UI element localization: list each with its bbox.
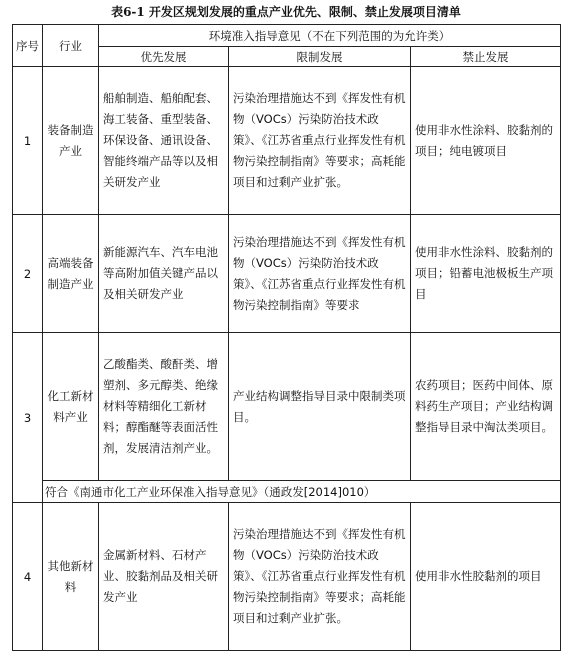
row-seq: 3 bbox=[13, 333, 43, 503]
header-restricted: 限制发展 bbox=[229, 47, 411, 67]
row-priority: 金属新材料、石材产业、胶黏剂品及相关研发产业 bbox=[99, 503, 229, 651]
row-seq: 1 bbox=[13, 67, 43, 215]
header-industry: 行业 bbox=[43, 25, 99, 67]
header-env-guide: 环境准入指导意见（不在下列范围的为允许类） bbox=[99, 25, 561, 47]
table-caption: 表6-1 开发区规划发展的重点产业优先、限制、禁止发展项目清单 bbox=[111, 5, 461, 19]
row-prohibited: 农药项目；医药中间体、原料药生产项目；产业结构调整指导目录中淘汰类项目。 bbox=[411, 333, 561, 481]
header-row-1 bbox=[13, 25, 561, 47]
table-row bbox=[13, 503, 561, 651]
header-priority: 优先发展 bbox=[99, 47, 229, 67]
row-restricted: 污染治理措施达不到《挥发性有机物（VOCs）污染防治技术政策》、《江苏省重点行业挥发性有机物污染控制指南》等要求；高耗能项目和过剩产业扩张。 bbox=[229, 503, 411, 651]
row-restricted: 产业结构调整指导目录中限制类项目。 bbox=[229, 333, 411, 481]
row-seq: 4 bbox=[13, 503, 43, 651]
header-seq: 序号 bbox=[13, 25, 43, 67]
table-note-row bbox=[13, 481, 561, 503]
row-seq: 2 bbox=[13, 215, 43, 333]
table-row bbox=[13, 67, 561, 215]
row-industry: 高端装备制造产业 bbox=[43, 215, 99, 333]
row-industry: 化工新材料产业 bbox=[43, 333, 99, 481]
row-priority: 新能源汽车、汽车电池等高附加值关键产品以及相关研发产业 bbox=[99, 215, 229, 333]
row-industry: 装备制造产业 bbox=[43, 67, 99, 215]
header-prohibited: 禁止发展 bbox=[411, 47, 561, 67]
industry-policy-table bbox=[12, 24, 561, 651]
row-prohibited: 使用非水性胶黏剂的项目 bbox=[411, 503, 561, 651]
row-note: 符合《南通市化工产业环保准入指导意见》（通政发[2014]010） bbox=[43, 481, 561, 503]
row-industry: 其他新材料 bbox=[43, 503, 99, 651]
row-prohibited: 使用非水性涂料、胶黏剂的项目；铅蓄电池极板生产项目 bbox=[411, 215, 561, 333]
table-row bbox=[13, 333, 561, 481]
row-priority: 乙酸酯类、酸酐类、增塑剂、多元醇类、绝缘材料等精细化工新材料；醇酯醚等表面活性剂，发展清洁剂产业。 bbox=[99, 333, 229, 481]
row-prohibited: 使用非水性涂料、胶黏剂的项目；纯电镀项目 bbox=[411, 67, 561, 215]
row-restricted: 污染治理措施达不到《挥发性有机物（VOCs）污染防治技术政策》、《江苏省重点行业挥发性有机物污染控制指南》等要求 bbox=[229, 215, 411, 333]
table-row bbox=[13, 215, 561, 333]
row-restricted: 污染治理措施达不到《挥发性有机物（VOCs）污染防治技术政策》、《江苏省重点行业挥发性有机物污染控制指南》等要求；高耗能项目和过剩产业扩张。 bbox=[229, 67, 411, 215]
row-priority: 船舶制造、船舶配套、海工装备、重型装备、环保设备、通讯设备、智能终端产品等以及相关研发产业 bbox=[99, 67, 229, 215]
